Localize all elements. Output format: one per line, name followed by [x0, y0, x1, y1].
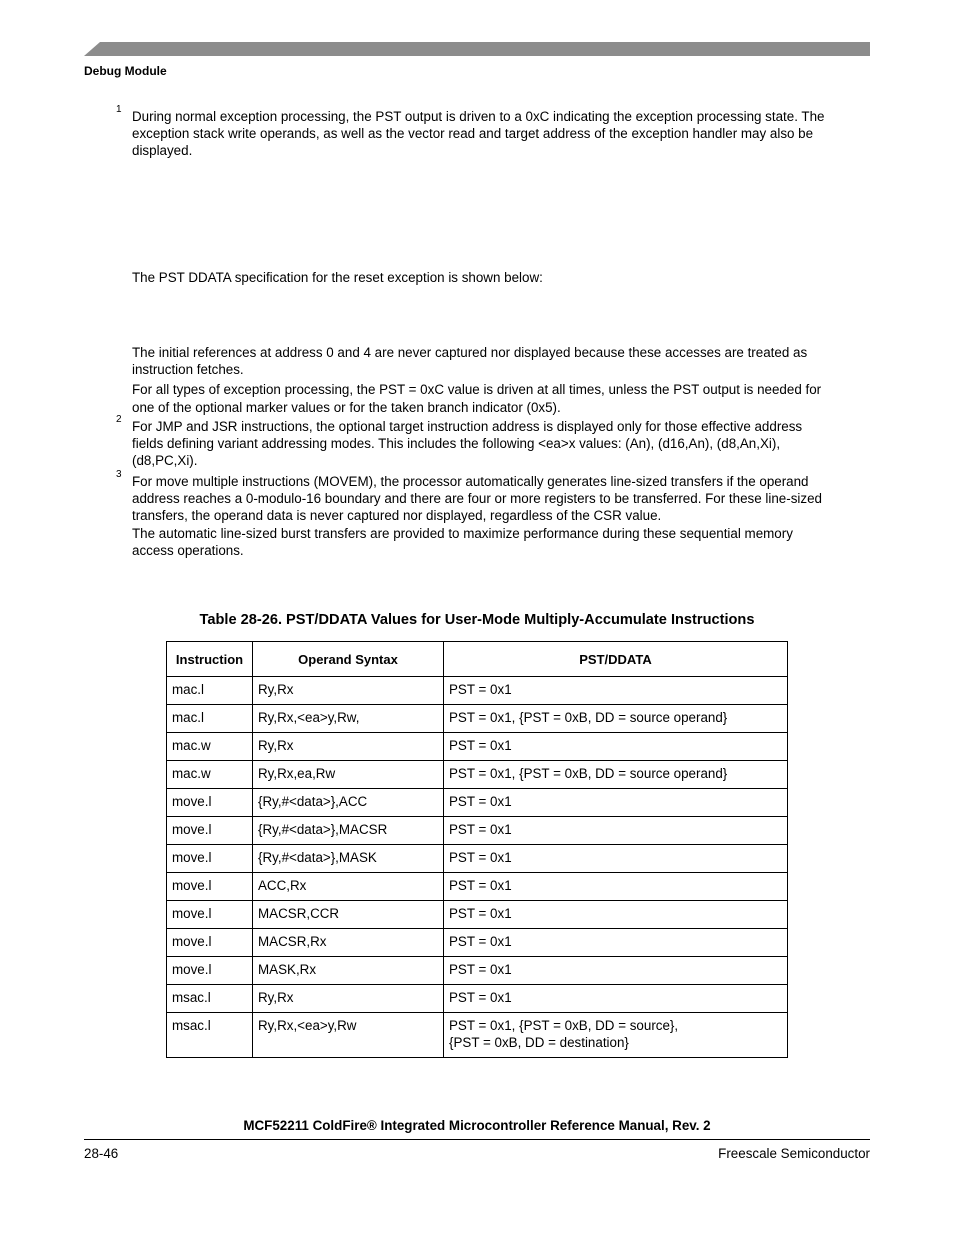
cell-pst: PST = 0x1 — [444, 845, 788, 873]
cell-instruction: move.l — [167, 817, 253, 845]
footnote-1-mark: 1 — [116, 104, 122, 115]
footer-rule — [84, 1139, 870, 1140]
cell-instruction: move.l — [167, 929, 253, 957]
cell-pst: PST = 0x1 — [444, 873, 788, 901]
header-operand-syntax: Operand Syntax — [253, 642, 444, 677]
header-pst-ddata: PST/DDATA — [444, 642, 788, 677]
footnote-3-para-2: The automatic line-sized burst transfers are provided to maximize performance during these sequential memory access operations. — [132, 525, 793, 558]
cell-instruction: move.l — [167, 901, 253, 929]
cell-pst: PST = 0x1 — [444, 929, 788, 957]
table-row — [167, 929, 788, 957]
cell-pst: PST = 0x1 — [444, 901, 788, 929]
table-row — [167, 985, 788, 1013]
table-row — [167, 1013, 788, 1058]
cell-pst: PST = 0x1 — [444, 817, 788, 845]
footnote-1-text — [132, 108, 837, 160]
cell-operand: MACSR,CCR — [253, 901, 444, 929]
footer-title: MCF52211 ColdFire® Integrated Microcontroller Reference Manual, Rev. 2 — [243, 1118, 711, 1133]
cell-pst: PST = 0x1, {PST = 0xB, DD = source operand} — [444, 705, 788, 733]
cell-instruction: mac.l — [167, 677, 253, 705]
cell-pst: PST = 0x1 — [444, 677, 788, 705]
footnote-1-para-3: The initial references at address 0 and 4 are never captured nor displayed because these accesses are treated as instruction fetches. — [132, 345, 808, 378]
cell-pst-multiline — [444, 1013, 788, 1058]
table-header-row — [167, 642, 788, 677]
cell-pst: PST = 0x1 — [444, 985, 788, 1013]
table-caption: Table 28-26. PST/DDATA Values for User-Mode Multiply-Accumulate Instructions — [199, 612, 755, 628]
cell-instruction: mac.w — [167, 761, 253, 789]
footnote-1-para-4: For all types of exception processing, the PST = 0xC value is driven at all times, unless the PST output is needed for one of the optional marker values or for the taken branch indicator (0x5). — [132, 382, 822, 415]
cell-pst: PST = 0x1 — [444, 957, 788, 985]
footnote-2-mark: 2 — [116, 414, 122, 425]
table-row — [167, 901, 788, 929]
table-row — [167, 957, 788, 985]
cell-operand: Ry,Rx — [253, 677, 444, 705]
cell-operand: {Ry,#<data>},ACC — [253, 789, 444, 817]
header-bar — [84, 42, 870, 56]
table-row — [167, 845, 788, 873]
cell-pst-line-2: {PST = 0xB, DD = destination} — [449, 1035, 629, 1050]
footnote-3-text — [132, 473, 837, 559]
cell-pst: PST = 0x1 — [444, 733, 788, 761]
footnote-1-para-1: During normal exception processing, the PST output is driven to a 0xC indicating the exception processing state. The exception stack write operands, as well as the vector read and target address of the exception handler may also be displayed. — [132, 109, 825, 159]
cell-operand: Ry,Rx,<ea>y,Rw — [253, 1013, 444, 1058]
footnote-1-more — [132, 344, 837, 416]
footnote-3-mark: 3 — [116, 469, 122, 480]
cell-instruction: move.l — [167, 789, 253, 817]
cell-instruction: move.l — [167, 873, 253, 901]
table-row — [167, 677, 788, 705]
cell-operand: Ry,Rx,ea,Rw — [253, 761, 444, 789]
table-row — [167, 789, 788, 817]
footnote-1-reset-intro — [132, 269, 837, 286]
table-row — [167, 761, 788, 789]
footnote-2-para-1: For JMP and JSR instructions, the optional target instruction address is displayed only for those effective address fields defining variant addressing modes. This includes the following <ea>x values: (An), (d16,An), (d8,An,Xi), (d8,PC,Xi). — [132, 419, 803, 469]
cell-pst: PST = 0x1, {PST = 0xB, DD = source operand} — [444, 761, 788, 789]
header-instruction: Instruction — [167, 642, 253, 677]
cell-instruction: mac.l — [167, 705, 253, 733]
cell-instruction: msac.l — [167, 985, 253, 1013]
cell-instruction: msac.l — [167, 1013, 253, 1058]
cell-pst-line-1: PST = 0x1, {PST = 0xB, DD = source}, — [449, 1018, 679, 1033]
cell-operand: {Ry,#<data>},MACSR — [253, 817, 444, 845]
table-row — [167, 705, 788, 733]
cell-operand: MACSR,Rx — [253, 929, 444, 957]
cell-pst: PST = 0x1 — [444, 789, 788, 817]
cell-operand: Ry,Rx,<ea>y,Rw, — [253, 705, 444, 733]
cell-operand: {Ry,#<data>},MASK — [253, 845, 444, 873]
cell-operand: ACC,Rx — [253, 873, 444, 901]
cell-instruction: move.l — [167, 845, 253, 873]
footnote-1-para-2: The PST DDATA specification for the reset exception is shown below: — [132, 270, 543, 285]
mac-instructions-table — [166, 641, 788, 1058]
company-name: Freescale Semiconductor — [718, 1146, 870, 1161]
section-label: Debug Module — [84, 64, 167, 78]
cell-operand: Ry,Rx — [253, 985, 444, 1013]
cell-instruction: mac.w — [167, 733, 253, 761]
footnote-3-para-1: For move multiple instructions (MOVEM), the processor automatically generates line-sized transfers if the operand address reaches a 0-modulo-16 boundary and there are four or more registers to be transferred. For these line-sized transfers, the operand data is never captured nor displayed, regardless of the CSR value. — [132, 474, 822, 524]
cell-operand: MASK,Rx — [253, 957, 444, 985]
cell-instruction: move.l — [167, 957, 253, 985]
table-row — [167, 817, 788, 845]
footnote-2-text — [132, 418, 837, 470]
page-number: 28-46 — [84, 1146, 119, 1161]
cell-operand: Ry,Rx — [253, 733, 444, 761]
table-row — [167, 873, 788, 901]
table-row — [167, 733, 788, 761]
